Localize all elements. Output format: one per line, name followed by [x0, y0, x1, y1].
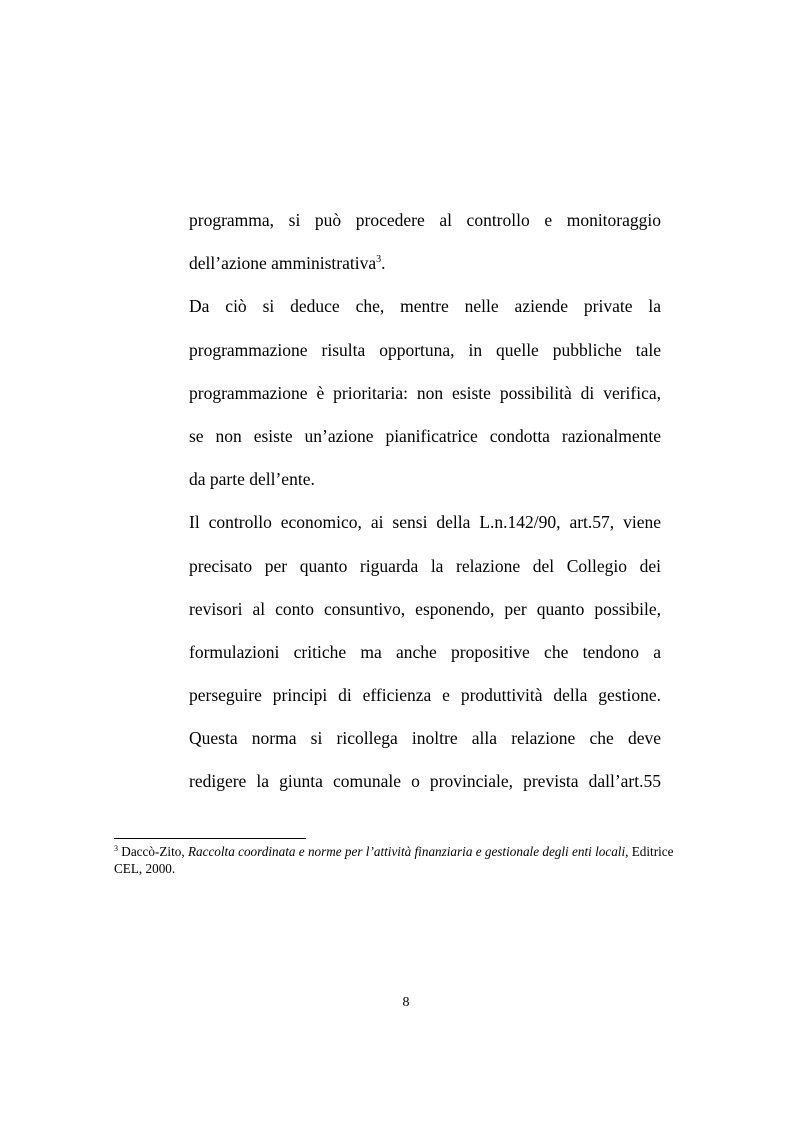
footnote-number: 3 — [114, 844, 118, 853]
body-line: programmazione è prioritaria: non esiste possibilità di verifica, — [189, 382, 661, 403]
footnote-publisher: , Editrice CEL, 2000. — [114, 844, 674, 876]
body-line: precisato per quanto riguarda la relazione del Collegio dei — [189, 555, 661, 576]
body-line — [189, 242, 661, 285]
footnote-reference[interactable]: 3 — [376, 254, 382, 266]
body-line: Questa norma si ricollega inoltre alla relazione che deve — [189, 728, 661, 749]
body-line: se non esiste un’azione pianificatrice condotta razionalmente — [189, 425, 661, 446]
body-line: programmazione risulta opportuna, in quelle pubbliche tale — [189, 339, 661, 360]
body-line-punctuation: . — [381, 253, 386, 274]
body-line: da parte dell’ente. — [189, 469, 315, 490]
body-line: redigere la giunta comunale o provinciale, prevista dall’art.55 — [189, 771, 661, 792]
body-line: revisori al conto consuntivo, esponendo, per quanto possibile, — [189, 598, 661, 619]
body-line: programma, si può procedere al controllo e monitoraggio — [189, 210, 661, 230]
page-number: 8 — [402, 995, 410, 1010]
body-line: perseguire principi di efficienza e produttività della gestione. — [189, 685, 661, 706]
body-text — [189, 199, 661, 804]
body-line: formulazioni critiche ma anche propositive che tendono a — [189, 641, 661, 662]
footnote-title: Raccolta coordinata e norme per l’attività finanziaria e gestionale degli enti locali — [187, 844, 626, 859]
footnote — [114, 844, 684, 877]
body-line-text: dell’azione amministrativa — [189, 253, 377, 274]
body-line: Il controllo economico, ai sensi della L.n.142/90, art.57, viene — [189, 512, 661, 533]
footnote-author: Daccò-Zito, — [121, 844, 185, 859]
footnote-separator — [114, 838, 306, 839]
body-line: Da ciò si deduce che, mentre nelle aziende private la — [189, 296, 661, 317]
